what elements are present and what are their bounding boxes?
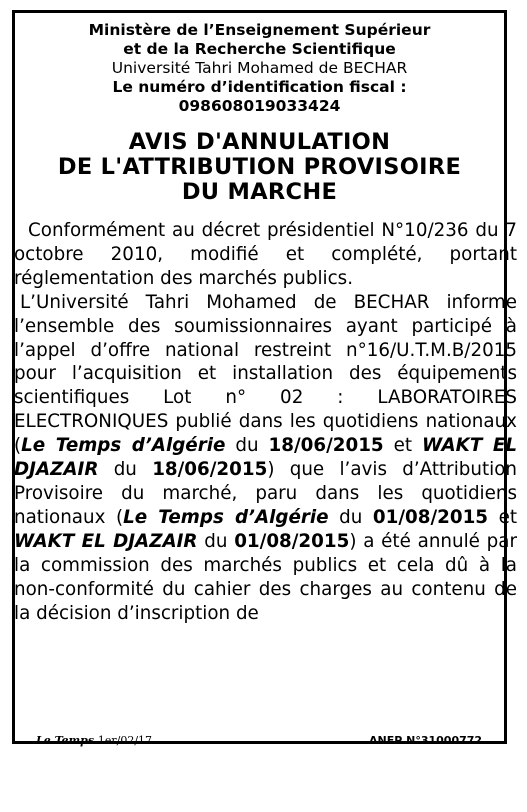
publication-date: 01/08/2015 bbox=[234, 530, 350, 552]
fiscal-id-label: Le numéro d’identification fiscal : bbox=[112, 78, 407, 96]
anep-reference: ANEP N°31000772 bbox=[369, 734, 483, 747]
publication-date: 18/06/2015 bbox=[152, 459, 268, 481]
title-line-3: DU MARCHE bbox=[181, 179, 338, 205]
newspaper-name: WAKT EL DJAZAIR bbox=[14, 435, 517, 481]
text-segment: et bbox=[488, 506, 517, 528]
fiscal-id-number: 098608019033424 bbox=[178, 97, 341, 115]
newspaper-name: Le Temps d’Algérie bbox=[21, 435, 226, 457]
title-line-1: AVIS D'ANNULATION bbox=[128, 129, 391, 155]
text-segment: et bbox=[383, 435, 423, 457]
footer-paper-name: Le Temps bbox=[36, 734, 95, 747]
notice-body bbox=[14, 219, 517, 625]
notice-header bbox=[15, 21, 504, 116]
ministry-line-2: et de la Recherche Scientifique bbox=[123, 40, 396, 58]
text-segment: du bbox=[328, 506, 373, 528]
ministry-line-1: Ministère de l’Enseignement Supérieur bbox=[88, 21, 431, 39]
footer-date: 1er/02/17 bbox=[97, 734, 153, 747]
publication-date: 18/06/2015 bbox=[268, 435, 384, 457]
footer-divider bbox=[166, 741, 363, 742]
text-segment: L’Université Tahri Mohamed de BECHAR informe l’ensemble des soumissionnaires ayant participé à l’appel d’offre national restreint n°16/U.T.M.B/2015 pour l’acquisition et installation des équipements scientifiques Lot n° 02 : LABORATOIRES ELECTRONIQUES publié dans les quotidiens nationaux ( bbox=[14, 291, 517, 457]
newspaper-footer bbox=[36, 734, 152, 747]
text-segment: du bbox=[197, 530, 235, 552]
paragraph-decree: Conformément au décret présidentiel N°10/236 du 7 octobre 2010, modifié et complété, portant réglementation des marchés publics. bbox=[14, 220, 517, 289]
university-name: Université Tahri Mohamed de BECHAR bbox=[111, 59, 408, 77]
newspaper-name: WAKT EL DJAZAIR bbox=[14, 530, 198, 552]
notice-footer bbox=[36, 734, 506, 750]
notice-title bbox=[15, 130, 504, 205]
newspaper-name: Le Temps d’Algérie bbox=[123, 506, 329, 528]
publication-date: 01/08/2015 bbox=[372, 506, 489, 528]
text-segment: du bbox=[225, 435, 269, 457]
text-segment: ) que l’avis d’Attribution Provisoire du marché, paru dans les quotidiens nationaux ( bbox=[14, 459, 517, 528]
text-segment: ) a été annulé par la commission des marchés publics et cela dû à la non-conformité du cahier des charges au contenu de la décision d’inscription de bbox=[14, 530, 517, 624]
paragraph-annulment bbox=[14, 291, 517, 626]
text-segment: du bbox=[98, 459, 153, 481]
title-line-2: DE L'ATTRIBUTION PROVISOIRE bbox=[57, 154, 462, 180]
